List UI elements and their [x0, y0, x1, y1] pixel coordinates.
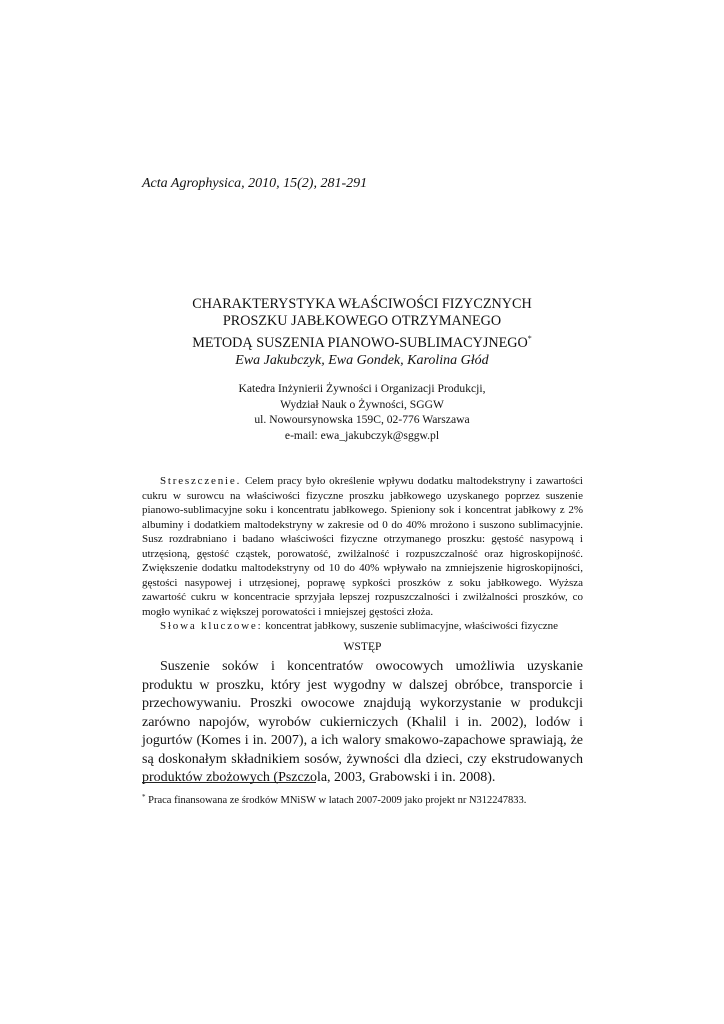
- abstract-label: Streszczenie.: [160, 475, 242, 487]
- intro-paragraph: Suszenie soków i koncentratów owocowych umożliwia uzyskanie produktu w proszku, który jest wygodny w dalszej obróbce, transporcie i przechowywaniu. Proszki owocowe znajdują wykorzystanie w produkcji zarówno napojów, wyrobów cukierniczych (Khalil i in. 2002), lodów i jogurtów (Komes i in. 2007), a ich walory smakowo-zapachowe sprawiają, że są doskonałym składnikiem sosów, żywności dla dzieci, czy ekstrudowanych produktów zbożowych (Pszczola, 2003, Grabowski i in. 2008).: [142, 659, 583, 785]
- title-line-2: PROSZKU JABŁKOWEGO OTRZYMANEGO: [222, 313, 502, 329]
- title-line-3-text: METODĄ SUSZENIA PIANOWO-SUBLIMACYJNEGO: [192, 335, 528, 351]
- title-line-1: CHARAKTERYSTYKA WŁAŚCIWOŚCI FIZYCZNYCH: [192, 296, 532, 312]
- footnote: [142, 793, 583, 806]
- footnote-text: Praca finansowana ze środków MNiSW w latach 2007-2009 jako projekt nr N312247833.: [148, 795, 527, 806]
- footnote-divider: [142, 782, 316, 783]
- section-heading: WSTĘP: [343, 640, 382, 653]
- abstract-text: Celem pracy było określenie wpływu dodatku maltodekstryny i zawartości cukru w surowcu na właściwości fizyczne proszku jabłkowego uzyskanego poprzez suszenie pianowo-sublimacyjne soku i koncentratu jabłkowego. Spieniony sok i koncentrat jabłkowy z 2% albuminy i dodatkiem maltodekstryny w zakresie od 0 do 40% mrożono i suszono sublimacyjnie. Susz rozdrabniano i badano właściwości fizyczne otrzymanego proszku: gęstość nasypową i utrzęsioną, gęstość cząstek, porowatość, zwilżalność i rozpuszczalność oraz higroskopijność. Zwiększenie dodatku maltodekstryny od 10 do 40% wpływało na zmniejszenie higroskopijności, gęstości nasypowej i utrzęsionej, poprawę sypkości proszków z soku jabłkowego. Wyższa zawartość cukru w koncentracie sprzyjała lepszej rozpuszczalności i zwilżalności proszków, co mogło wynikać z większej porowatości i mniejszej gęstości złoża.: [142, 475, 583, 618]
- authors: Ewa Jakubczyk, Ewa Gondek, Karolina Głód: [235, 353, 489, 368]
- affiliation: [120, 381, 604, 443]
- keywords-text: koncentrat jabłkowy, suszenie sublimacyjne, właściwości fizyczne: [265, 620, 559, 633]
- abstract-paragraph: [142, 474, 583, 619]
- footnote-marker: *: [142, 793, 146, 801]
- affiliation-line-2: Wydział Nauk o Żywności, SGGW: [280, 397, 444, 411]
- affiliation-email: e-mail: ewa_jakubczyk@sggw.pl: [284, 428, 440, 442]
- abstract: [142, 474, 583, 634]
- title-footnote-marker: *: [527, 334, 532, 343]
- title-line-3: [120, 330, 604, 352]
- affiliation-line-1: Katedra Inżynierii Żywności i Organizacji Produkcji,: [238, 382, 486, 395]
- keywords-paragraph: [142, 619, 583, 634]
- affiliation-line-3: ul. Nowoursynowska 159C, 02-776 Warszawa: [254, 413, 470, 426]
- paper-title: [120, 296, 604, 352]
- journal-citation: Acta Agrophysica, 2010, 15(2), 281-291: [142, 176, 368, 191]
- keywords-label: Słowa kluczowe:: [160, 620, 263, 633]
